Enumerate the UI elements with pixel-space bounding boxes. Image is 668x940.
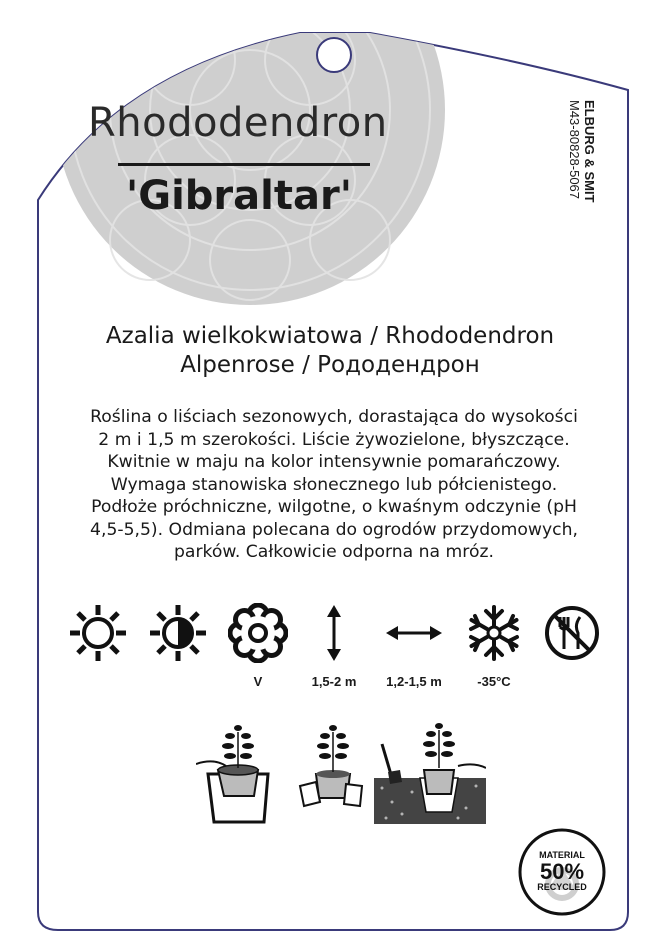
sun-icon: [68, 603, 128, 663]
hardiness-label: -35°C: [477, 674, 511, 689]
snowflake-icon: [464, 603, 524, 663]
common-names: [60, 322, 600, 380]
description-line: Wymaga stanowiska słonecznego lub półcienistego.: [110, 474, 558, 495]
cultivar-title: 'Gibraltar': [126, 173, 352, 219]
flower-label: V: [253, 674, 263, 689]
description-line: Podłoże próchniczne, wilgotne, o kwaśnym odczynie (pH: [91, 497, 577, 517]
step-water-pot-icon: [196, 725, 268, 822]
description-line: Kwitnie w maju na kolor intensywnie pomarańczowy.: [107, 452, 561, 472]
brand-name: ELBURG & SMIT: [582, 100, 597, 203]
recycled-material-badge: [518, 828, 606, 916]
height-arrow-icon: [304, 603, 364, 663]
brand-block: [567, 100, 615, 260]
title-divider: [118, 163, 370, 166]
genus-title: Rhododendron: [88, 100, 388, 146]
description-line: 4,5-5,5). Odmiana polecana do ogrodów przydomowych,: [90, 519, 578, 540]
step-remove-pot-icon: [300, 725, 362, 806]
product-code: M43-80828-5067: [567, 100, 582, 200]
description: [60, 406, 608, 564]
description-line: parków. Całkowicie odporna na mróz.: [174, 542, 494, 562]
width-label: 1,2-1,5 m: [386, 674, 442, 689]
description-line: 2 m i 1,5 m szerokości. Liście żywozielone, błyszczące.: [98, 429, 570, 450]
half-shade-icon: [148, 603, 208, 663]
description-line: Roślina o liściach sezonowych, dorastająca do wysokości: [90, 407, 578, 427]
badge-percent-text: 50%: [539, 859, 585, 884]
badge-top-text: MATERIAL: [539, 850, 585, 860]
not-edible-icon: [542, 603, 602, 663]
common-names-line-1: Azalia wielkokwiatowa / Rhododendron: [105, 323, 555, 349]
flower-icon: [228, 603, 288, 663]
width-arrow-icon: [384, 603, 444, 663]
planting-instructions: [196, 722, 486, 832]
step-plant-in-ground-icon: [374, 723, 486, 824]
height-label: 1,5-2 m: [311, 674, 357, 689]
hang-hole: [317, 38, 351, 72]
common-names-line-2: Alpenrose / Рододендрон: [180, 352, 480, 378]
badge-bottom-text: RECYCLED: [537, 882, 587, 892]
